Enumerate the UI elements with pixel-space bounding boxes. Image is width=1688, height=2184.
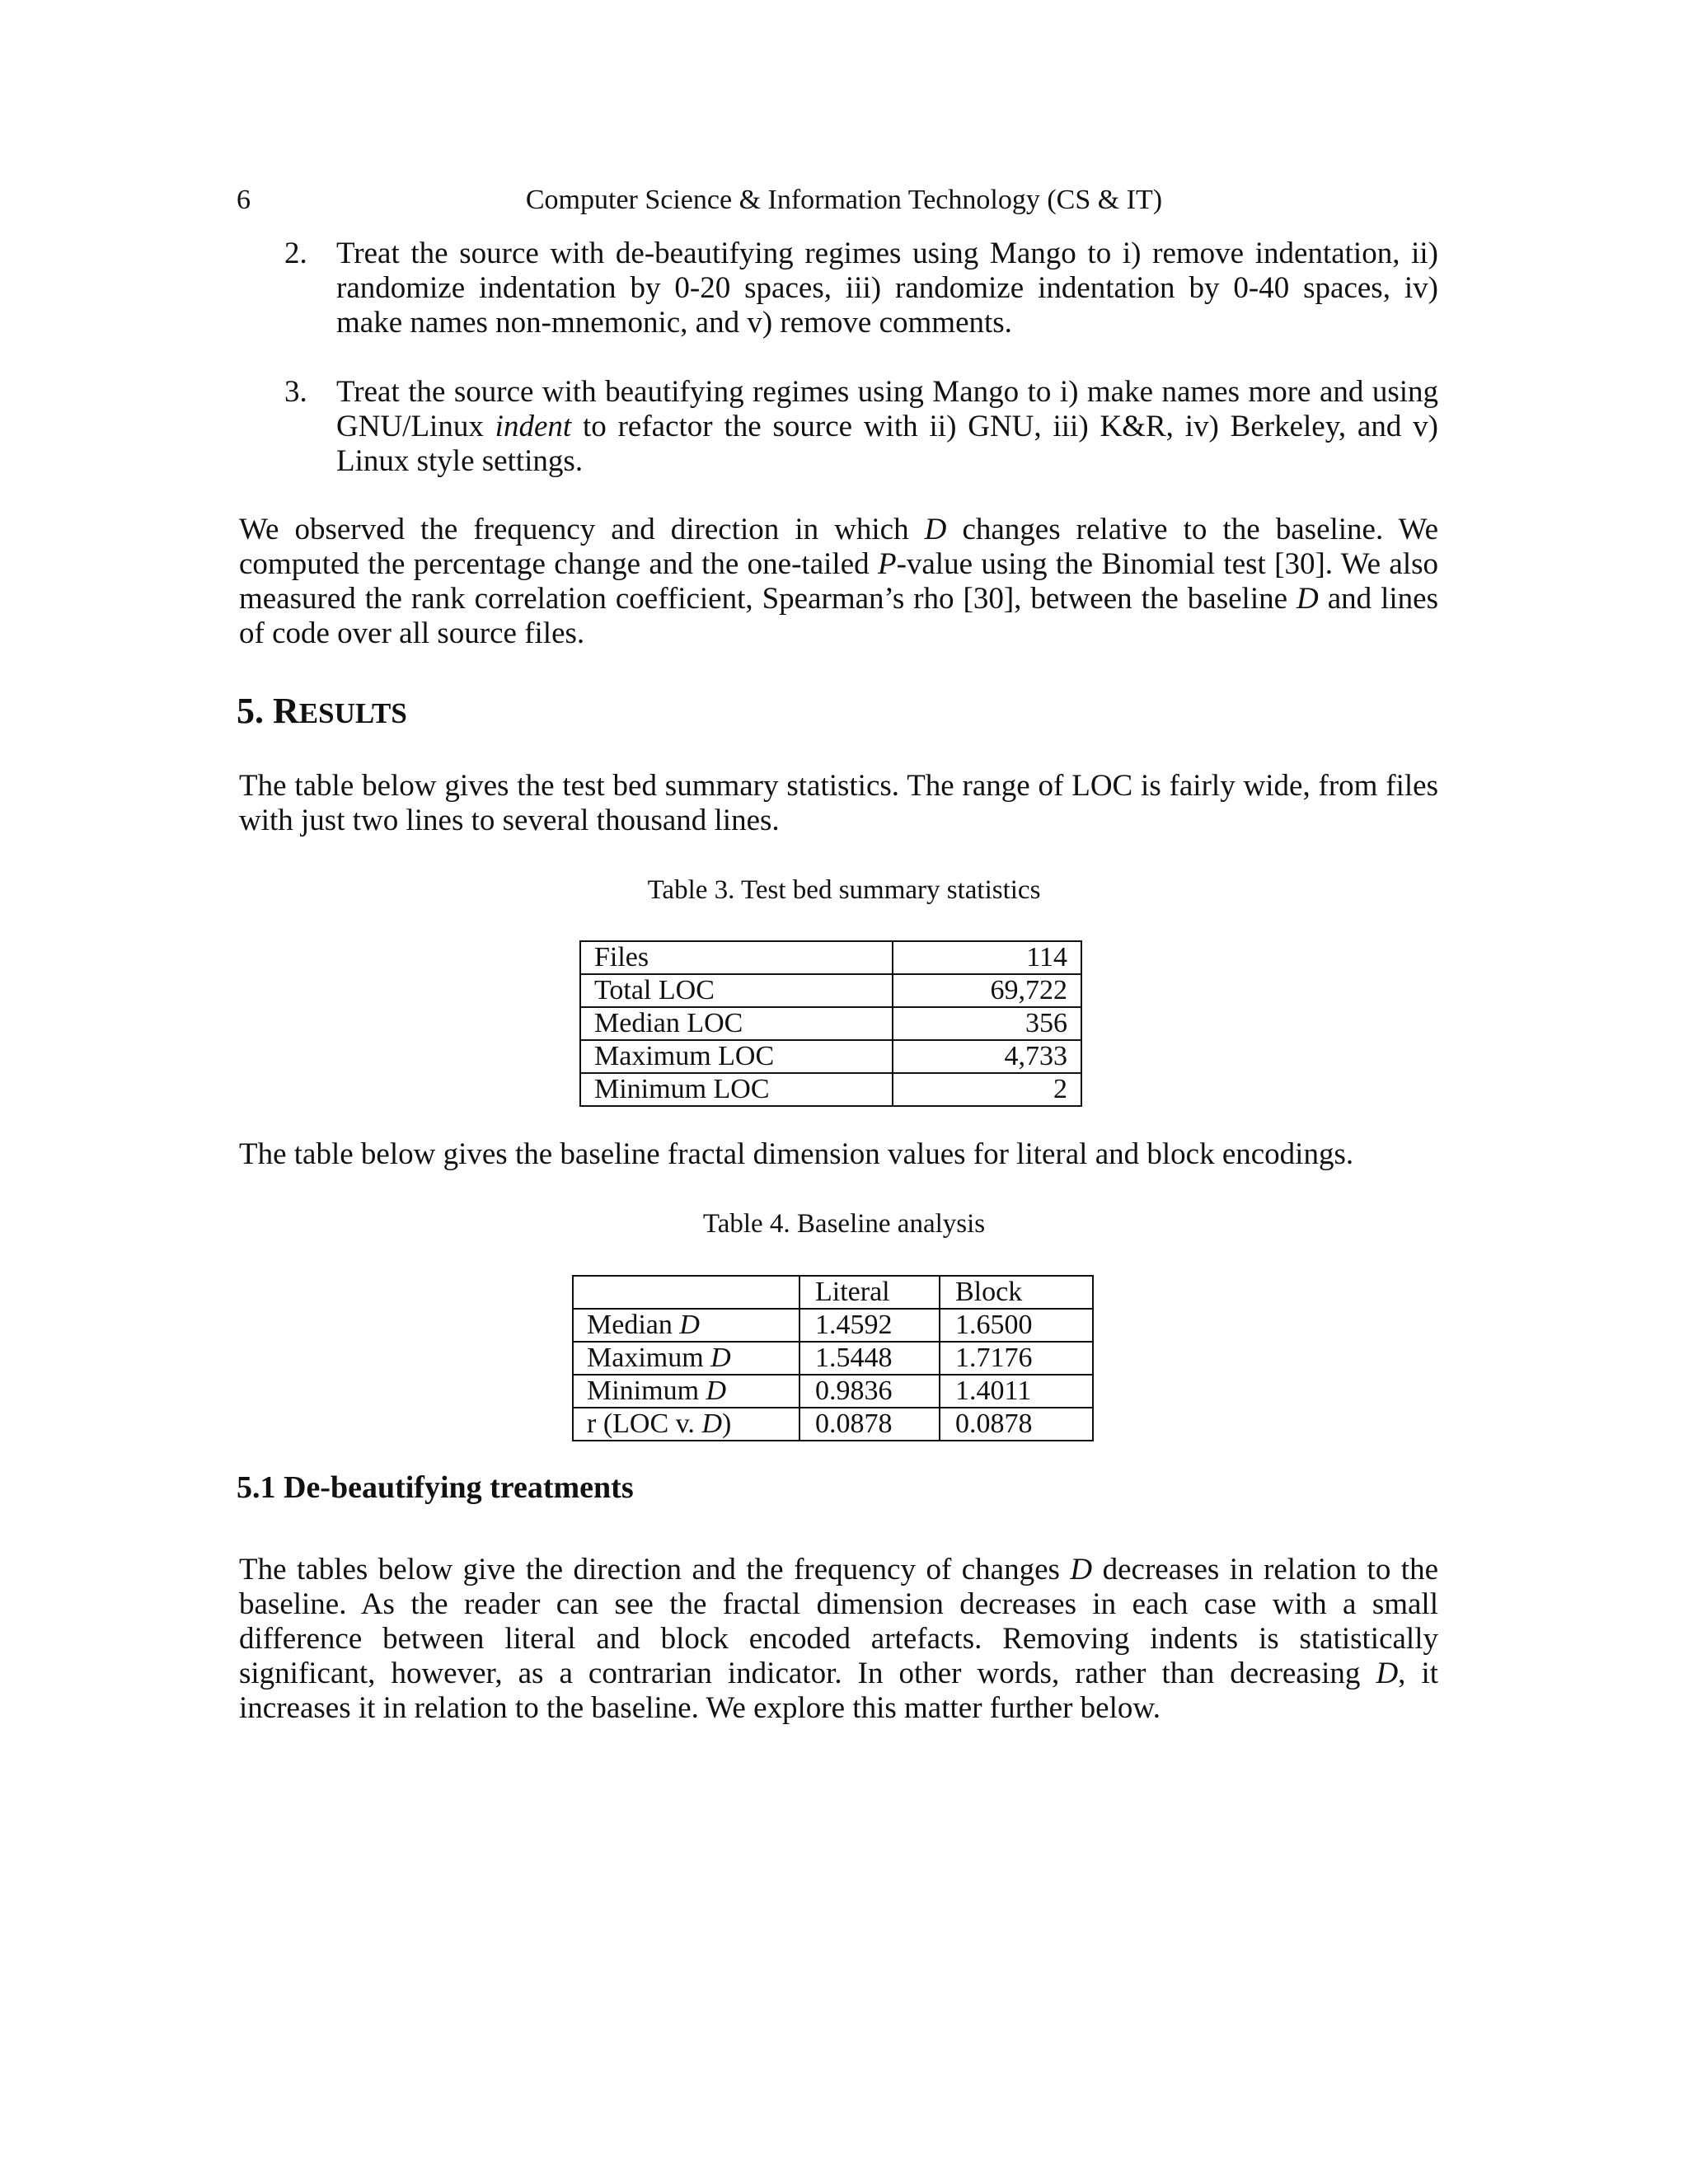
table4-caption: Table 4. Baseline analysis (702, 1209, 986, 1239)
table-row: Median D 1.4592 1.6500 (573, 1309, 1093, 1342)
list-item-text: Treat the source with beautifying regimes using Mango to i) make names more and using GNU/Linux indent to refactor the source with ii) GNU, iii) K&R, iv) Berkeley, and v) Linux style settings. (336, 375, 1438, 478)
list-item-number: 3. (284, 375, 307, 409)
page-number: 6 (237, 185, 251, 215)
table-row: Total LOC 69,722 (580, 974, 1081, 1007)
paragraph-method: We observed the frequency and direction in which D changes relative to the baseline. We computed the percentage change and the one-tailed P-value using the Binomial test [30]. We also measured the rank correlation coefficient, Spearman’s rho [30], between the baseline D and lines of code over all source files. (239, 513, 1439, 650)
paragraph-table4-intro: The table below gives the baseline fractal dimension values for literal and block encodings. (239, 1137, 1354, 1171)
table-row: Minimum D 0.9836 1.4011 (573, 1375, 1093, 1408)
subsection-heading-debeautifying: 5.1 De-beautifying treatments (237, 1470, 634, 1505)
table3-caption: Table 3. Test bed summary statistics (647, 875, 1041, 905)
table3 (579, 940, 1082, 1107)
list-item-text: Treat the source with de-beautifying regimes using Mango to i) remove indentation, ii) randomize indentation by 0-20 spaces, iii) randomize indentation by 0-40 spaces, iv) make names non-mnemonic, and v) remove comments. (336, 237, 1438, 340)
table-row: Minimum LOC 2 (580, 1073, 1081, 1106)
table-row: Files 114 (580, 941, 1081, 974)
table-row: Median LOC 356 (580, 1007, 1081, 1040)
list-item-number: 2. (284, 237, 307, 270)
table-header-row: Literal Block (573, 1276, 1093, 1309)
paragraph-debeautifying: The tables below give the direction and the frequency of changes D decreases in relation to the baseline. As the reader can see the fractal dimension decreases in each case with a small difference between literal and block encoded artefacts. Removing indents is statistically significant, however, as a contrarian indicator. In other words, rather than decreasing D, it increases it in relation to the baseline. We explore this matter further below. (239, 1553, 1438, 1725)
indent-term: indent (495, 410, 572, 443)
paragraph-table3-intro: The table below gives the test bed summary statistics. The range of LOC is fairly wide, from files with just two lines to several thousand lines. (239, 769, 1438, 837)
running-header: Computer Science & Information Technology (CS & IT) (525, 185, 1163, 215)
table-row: Maximum LOC 4,733 (580, 1040, 1081, 1073)
table-row: Maximum D 1.5448 1.7176 (573, 1342, 1093, 1375)
section-heading-results: 5. RESULTS (237, 691, 407, 731)
list-item (284, 237, 1438, 340)
table-row: r (LOC v. D) 0.0878 0.0878 (573, 1408, 1093, 1441)
table4 (572, 1275, 1094, 1441)
list-item (284, 375, 1438, 479)
